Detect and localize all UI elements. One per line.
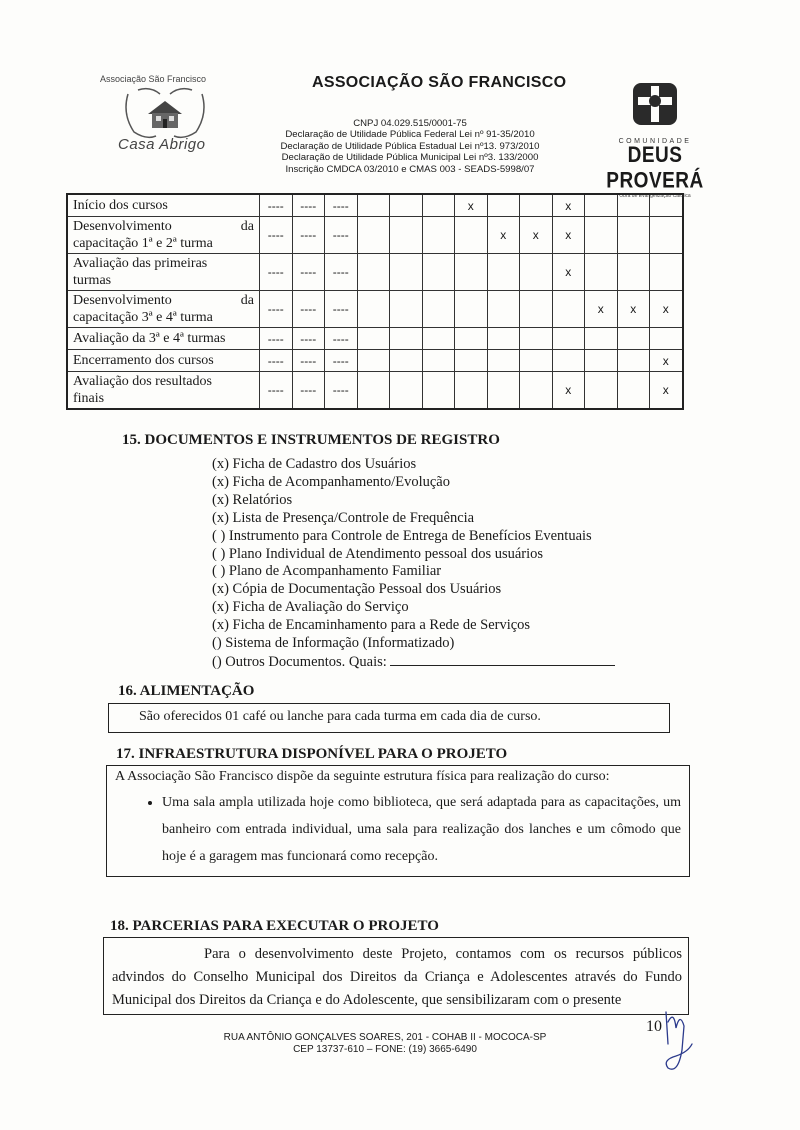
footer (215, 1032, 555, 1056)
section-17-bullets (107, 789, 689, 870)
checklist-item: ( ) Plano Individual de Atendimento pessoal dos usuários (212, 545, 544, 562)
checklist-item: (x) Relatórios (212, 491, 293, 508)
schedule-cell: ---- (292, 372, 325, 410)
schedule-cell: ---- (292, 350, 325, 372)
logo-big-text: DEUS PROVERÁ (606, 143, 704, 194)
schedule-cell (487, 194, 520, 217)
schedule-cell (357, 291, 390, 328)
schedule-cell (487, 254, 520, 291)
logo-bottom-text: Casa Abrigo (118, 136, 206, 153)
section-17-intro: A Associação São Francisco dispõe da seguinte estrutura física para realização do curso: (115, 769, 610, 784)
schedule-cell (487, 350, 520, 372)
house-hands-icon (120, 84, 210, 142)
schedule-cell (650, 254, 683, 291)
schedule-cell (390, 328, 423, 350)
checklist-item: (x) Cópia de Documentação Pessoal dos Usuários (212, 581, 502, 598)
schedule-cell (390, 194, 423, 217)
schedule-cell (650, 217, 683, 254)
documents-checklist (212, 456, 615, 672)
checklist-item: (x) Ficha de Encaminhamento para a Rede de Serviços (212, 617, 531, 634)
schedule-cell (585, 217, 618, 254)
schedule-cell (455, 254, 488, 291)
schedule-cell: x (650, 372, 683, 410)
schedule-cell (455, 291, 488, 328)
schedule-row (67, 291, 683, 328)
activity-cell: Encerramento dos cursos (67, 350, 260, 372)
schedule-cell (585, 328, 618, 350)
section-16-title: 16. ALIMENTAÇÃO (118, 683, 255, 699)
schedule-cell (585, 194, 618, 217)
schedule-cell (357, 372, 390, 410)
section-16-text: São oferecidos 01 café ou lanche para cada turma em cada dia de curso. (139, 709, 541, 724)
schedule-cell (422, 194, 455, 217)
schedule-cell (357, 194, 390, 217)
section-15-title: 15. DOCUMENTOS E INSTRUMENTOS DE REGISTRO (122, 432, 500, 448)
schedule-cell (455, 350, 488, 372)
registration-line: Declaração de Utilidade Pública Estadual Lei nº13. 973/2010 (280, 140, 540, 152)
schedule-cell: x (650, 350, 683, 372)
schedule-cell: ---- (292, 254, 325, 291)
schedule-cell (422, 217, 455, 254)
registration-line: Declaração de Utilidade Pública Federal Lei nº 91-35/2010 (285, 129, 535, 141)
schedule-cell (357, 328, 390, 350)
checklist-item: (x) Ficha de Cadastro dos Usuários (212, 456, 417, 472)
schedule-cell: ---- (260, 254, 293, 291)
schedule-cell (552, 291, 585, 328)
footer-address: RUA ANTÔNIO GONÇALVES SOARES, 201 - COHAB II - MOCOCA-SP (223, 1032, 547, 1043)
schedule-cell: x (617, 291, 650, 328)
schedule-cell (455, 372, 488, 410)
schedule-cell: x (520, 217, 553, 254)
logo-top-text: Associação São Francisco (100, 74, 207, 84)
section-17-box (106, 765, 690, 877)
schedule-cell (520, 291, 553, 328)
schedule-cell: x (552, 194, 585, 217)
schedule-cell (585, 350, 618, 372)
schedule-cell (650, 328, 683, 350)
schedule-cell: ---- (325, 372, 358, 410)
footer-contact: CEP 13737-610 – FONE: (19) 3665-6490 (293, 1044, 477, 1055)
schedule-cell (487, 291, 520, 328)
registration-block (265, 118, 555, 175)
schedule-cell: ---- (325, 194, 358, 217)
logo-small-text: COMUNIDADE (618, 138, 692, 145)
checklist-item-other (212, 653, 615, 672)
registration-line: CNPJ 04.029.515/0001-75 (353, 118, 467, 129)
schedule-cell (487, 328, 520, 350)
schedule-cell: ---- (325, 217, 358, 254)
schedule-cell: ---- (260, 350, 293, 372)
schedule-cell: x (585, 291, 618, 328)
schedule-cell (390, 291, 423, 328)
schedule-cell (422, 350, 455, 372)
bullet-item: • Uma sala ampla utilizada hoje como biblioteca, que será adaptada para as capacitações, um banheiro com entrada individual, uma sala para realização dos lanches e um cômodo que hoje é a garagem mas funcionará como recepção. (162, 789, 681, 870)
schedule-cell: x (552, 217, 585, 254)
schedule-row (67, 350, 683, 372)
schedule-cell (357, 254, 390, 291)
schedule-cell (617, 350, 650, 372)
activity-cell: Desenvolvimento da capacitação 3ª e 4ª turma (67, 291, 260, 328)
schedule-cell: ---- (292, 291, 325, 328)
section-18-title: 18. PARCERIAS PARA EXECUTAR O PROJETO (110, 918, 439, 934)
schedule-cell: ---- (260, 291, 293, 328)
blank-answer-line (390, 653, 615, 666)
activity-cell: Avaliação da 3ª e 4ª turmas (67, 328, 260, 350)
schedule-cell (390, 217, 423, 254)
handwritten-signature (660, 1004, 700, 1076)
section-17-title: 17. INFRAESTRUTURA DISPONÍVEL PARA O PROJETO (116, 746, 508, 762)
schedule-cell (552, 328, 585, 350)
schedule-cell (650, 194, 683, 217)
schedule-cell (422, 372, 455, 410)
schedule-cell (520, 350, 553, 372)
schedule-cell: x (455, 194, 488, 217)
schedule-cell: ---- (260, 328, 293, 350)
schedule-cell (585, 372, 618, 410)
schedule-cell (390, 350, 423, 372)
schedule-cell (390, 372, 423, 410)
activity-cell: Avaliação dos resultados finais (67, 372, 260, 410)
schedule-cell (520, 328, 553, 350)
logo-tiny-text: Obra de Evangelização Católica (619, 193, 691, 199)
checklist-item: (x) Ficha de Acompanhamento/Evolução (212, 473, 450, 490)
schedule-cell (617, 372, 650, 410)
schedule-cell: x (650, 291, 683, 328)
schedule-cell: ---- (325, 254, 358, 291)
schedule-cell: ---- (292, 217, 325, 254)
casa-abrigo-logo (100, 72, 230, 162)
schedule-row (67, 217, 683, 254)
checklist-item: ( ) Instrumento para Controle de Entrega de Benefícios Eventuais (212, 527, 592, 544)
schedule-cell (617, 194, 650, 217)
activity-cell: Avaliação das primeiras turmas (67, 254, 260, 291)
schedule-cell: ---- (260, 194, 293, 217)
schedule-cell: x (552, 254, 585, 291)
schedule-cell (520, 194, 553, 217)
schedule-cell: ---- (325, 291, 358, 328)
schedule-cell (422, 328, 455, 350)
section-16-box (108, 703, 670, 733)
activity-cell: Início dos cursos (67, 194, 260, 217)
cross-emblem-icon (630, 80, 680, 128)
schedule-cell (422, 291, 455, 328)
schedule-cell (552, 350, 585, 372)
schedule-cell: ---- (260, 372, 293, 410)
checklist-item: (x) Ficha de Avaliação do Serviço (212, 599, 409, 616)
organization-name: ASSOCIAÇÃO SÃO FRANCISCO (312, 74, 567, 91)
section-18-box (103, 937, 689, 1015)
schedule-cell: x (552, 372, 585, 410)
schedule-row (67, 194, 683, 217)
schedule-row (67, 372, 683, 410)
schedule-cell (357, 217, 390, 254)
schedule-cell (357, 350, 390, 372)
schedule-cell (520, 254, 553, 291)
schedule-cell (455, 217, 488, 254)
deus-provera-logo (590, 80, 720, 199)
page-number: 10 (646, 1018, 662, 1035)
activity-cell: Desenvolvimento da capacitação 1ª e 2ª turma (67, 217, 260, 254)
schedule-cell: ---- (325, 350, 358, 372)
schedule-cell (520, 372, 553, 410)
schedule-cell (585, 254, 618, 291)
registration-line: Inscrição CMDCA 03/2010 e CMAS 003 - SEADS-5998/07 (285, 163, 535, 175)
schedule-cell (487, 372, 520, 410)
schedule-cell (617, 254, 650, 291)
schedule-row (67, 328, 683, 350)
schedule-cell (390, 254, 423, 291)
checklist-item: (x) Lista de Presença/Controle de Frequência (212, 509, 475, 526)
schedule-table (66, 193, 684, 410)
registration-line: Declaração de Utilidade Pública Municipal Lei nº3. 133/2000 (281, 152, 539, 164)
schedule-cell: ---- (325, 328, 358, 350)
checklist-item: () Sistema de Informação (Informatizado) (212, 635, 455, 652)
schedule-cell: x (487, 217, 520, 254)
schedule-cell: ---- (292, 328, 325, 350)
other-documents-label: () Outros Documentos. Quais: (212, 653, 387, 670)
schedule-cell: ---- (260, 217, 293, 254)
schedule-cell (617, 328, 650, 350)
section-18-text: Para o desenvolvimento deste Projeto, contamos com os recursos públicos advindos do Conselho Municipal dos Direitos da Criança e Adolescentes através do Fundo Municipal dos Direitos da Criança e do Adolescente, que sensibilizaram com o presente (112, 946, 682, 1008)
schedule-cell: ---- (292, 194, 325, 217)
schedule-cell (455, 328, 488, 350)
schedule-cell (617, 217, 650, 254)
schedule-cell (422, 254, 455, 291)
checklist-item: ( ) Plano de Acompanhamento Familiar (212, 563, 442, 580)
schedule-row (67, 254, 683, 291)
